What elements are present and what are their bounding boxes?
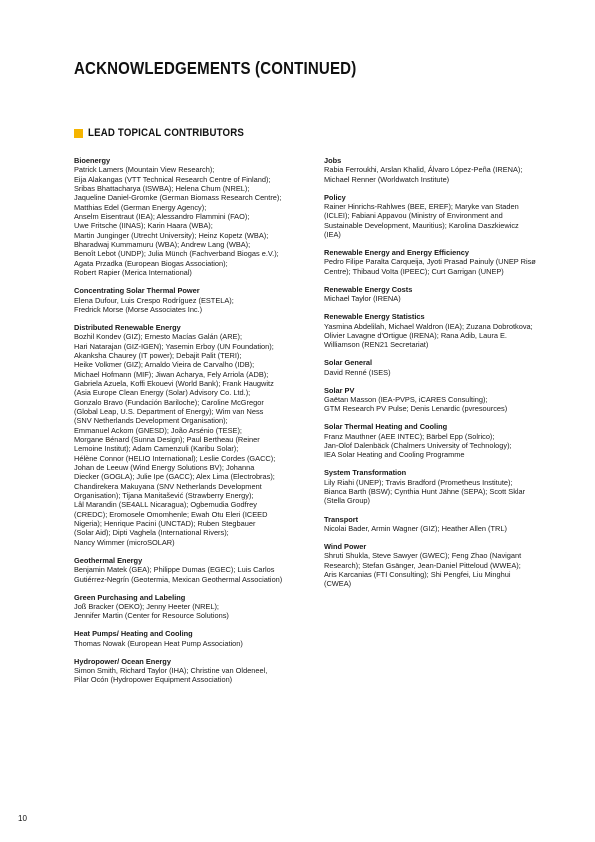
contributor-group [74,323,319,547]
group-title: Renewable Energy Statistics [324,312,425,322]
contributor-group [324,422,569,459]
group-title: Concentrating Solar Thermal Power [74,286,200,296]
contributor-group [74,593,319,621]
group-contributors: Thomas Nowak (European Heat Pump Association) [74,638,243,648]
group-title: System Transformation [324,468,407,478]
group-contributors: Benjamin Matek (GEA); Philippe Dumas (EGEC); Luis Carlos Gutiérrez-Negrín (Geotermia, Mexican Geothermal Association) [74,565,283,584]
contributor-group [324,386,569,414]
group-title: Hydropower/ Ocean Energy [74,656,171,666]
contributor-group [74,657,319,685]
group-contributors: Joß Bracker (OEKO); Jenny Heeter (NREL); Jennifer Martin (Center for Resource Solutions) [74,601,229,621]
contributor-group [324,285,569,304]
group-title: Solar Thermal Heating and Cooling [324,422,448,432]
group-title: Wind Power [324,541,367,551]
group-title: Renewable Energy and Energy Efficiency [324,248,469,258]
group-title: Jobs [324,156,342,165]
group-title: Green Purchasing and Labeling [74,592,186,602]
contributor-group [74,629,319,648]
group-contributors: Michael Taylor (IRENA) [324,294,401,304]
group-title: Policy [324,192,346,202]
contributor-group [74,556,319,584]
contributor-group [324,515,569,534]
page-number: 10 [18,814,27,823]
group-title: Solar General [324,358,373,368]
group-title: Bioenergy [74,156,111,165]
group-title: Distributed Renewable Energy [74,322,181,332]
section-title: LEAD TOPICAL CONTRIBUTORS [88,127,245,139]
group-title: Transport [324,514,359,524]
left-column [74,156,319,693]
page-title: ACKNOWLEDGEMENTS (CONTINUED) [74,58,357,78]
group-contributors: Gaëtan Masson (IEA-PVPS, iCARES Consulting); GTM Research PV Pulse; Denis Lenardic (pvresources) [324,395,508,414]
contributor-group [324,248,569,276]
contributor-group [324,156,569,184]
right-column [324,156,569,597]
group-contributors: Nicolai Bader, Armin Wagner (GIZ); Heather Allen (TRL) [324,523,507,533]
group-contributors: Yasmina Abdelilah, Michael Waldron (IEA); Zuzana Dobrotkova; Olivier Lavagne d'Ortigue (IRENA); Rana Adib, Laura E. Williamson (REN21 Secretariat) [324,321,533,350]
contributor-group [74,286,319,314]
contributor-group [74,156,319,277]
group-contributors: Bozhil Kondev (GIZ); Ernesto Macías Galán (ARE); Hari Natarajan (GIZ-IGEN); Yasemin Erboy (UN Foundation); Akanksha Chaurey (IT power); Debajit Palit (TERI); Heike Volkmer (GIZ); Arnaldo Vieira de Carvalho (IDB); Michael Hofmann (MIF); Jiwan Acharya, Fely Arriola (ADB); Gabriela Azuela, Koffi Ekouevi (World Bank); Frank Haugwitz (Asia Europe Clean Energy (Solar) Advisory Co. Ltd.); Gonzalo Bravo (Fundación Bariloche); Caroline McGregor (Global Leap, U.S. Department of Energy); Wim van Ness (SNV Netherlands Development Organisation); Emmanuel Ackom (GNESD); João Arsénio (TESE); Morgane Bénard (Sunna Design); Paul Bertheau (Reiner Lemoine Institut); Adam Camenzuli (Karibu Solar); Hélène Connor (HELIO International); Leslie Cordes (GACC); Johan de Leeuw (Wind Energy Solutions BV); Johanna Diecker (GOGLA); Julie Ipe (GACC); Alex Lima (Electrobras); Chandirekera Makuyana (SNV Netherlands Development Organisation); Tijana Manitašević (Strawberry Energy); Lâl Marandin (SE4ALL Nicaragua); Ogbemudia Godfrey (CREDC); Eromosele Omomhenle; Ewah Otu Eleri (ICEED Nigeria); Henrique Pacini (UNCTAD); Ruben Stegbauer (Solar Aid); Dipti Vaghela (International Rivers); Nancy Wimmer (microSOLAR) [74,332,276,547]
group-title: Renewable Energy Costs [324,284,413,294]
contributor-group [324,358,569,377]
contributor-group [324,468,569,505]
group-contributors: Patrick Lamers (Mountain View Research); Eija Alakangas (VTT Technical Research Centre of Finland); Sribas Bhattacharya (ISWBA); Helena Chum (NREL); Jaqueline Daniel-Gromke (German Biomass Research Centre); Matthias Edel (German Energy Agency); Anselm Eisentraut (IEA); Alessandro Flammini (FAO); Uwe Fritsche (IINAS); Karin Haara (WBA); Martin Junginger (Utrecht University); Heinz Kopetz (WBA); Bharadwaj Kummamuru (WBA); Andrew Lang (WBA); Benoît Lebot (UNDP); Julia Münch (Fachverband Biogas e.V.); Agata Przadka (European Biogas Association); Robert Rapier (Merica International) [74,165,282,278]
group-contributors: Simon Smith, Richard Taylor (IHA); Christine van Oldeneel, Pilar Ocón (Hydropower Equipment Association) [74,665,268,685]
group-title: Geothermal Energy [74,555,143,565]
group-contributors: Shruti Shukla, Steve Sawyer (GWEC); Feng Zhao (Navigant Research); Stefan Gsänger, Jean-Daniel Pitteloud (WWEA); Aris Karcanias (FTI Consulting); Shi Pengfei, Liu Minghui (CWEA) [324,551,522,589]
section-header [74,127,265,139]
contributor-group [324,312,569,349]
contributor-group [324,542,569,589]
group-contributors: Franz Mauthner (AEE INTEC); Bärbel Epp (Solrico); Jan-Olof Dalenbäck (Chalmers University of Technology); IEA Solar Heating and Cooling Programme [324,431,512,460]
group-title: Solar PV [324,385,355,395]
group-contributors: Pedro Filipe Paralta Carqueija, Jyoti Prasad Painuly (UNEP Risø Centre); Thibaud Voïta (IPEEC); Curt Garrigan (UNEP) [324,257,536,276]
yellow-square-icon [74,129,83,138]
group-contributors: Lily Riahi (UNEP); Travis Bradford (Prometheus Institute); Bianca Barth (BSW); Cynthia Hunt Jähne (SEPA); Scott Sklar (Stella Group) [324,477,526,506]
group-title: Heat Pumps/ Heating and Cooling [74,629,193,639]
group-contributors: Elena Dufour, Luis Crespo Rodríguez (ESTELA); Fredrick Morse (Morse Associates Inc.) [74,295,234,314]
contributor-group [324,193,569,240]
group-contributors: David Renné (ISES) [324,367,391,377]
group-contributors: Rabia Ferroukhi, Arslan Khalid, Álvaro López-Peña (IRENA); Michael Renner (Worldwatch Institute) [324,165,523,184]
group-contributors: Rainer Hinrichs-Rahlwes (BEE, EREF); Maryke van Staden (ICLEI); Fabiani Appavou (Ministry of Environment and Sustainable Development, Mauritius); Karolina Daszkiewicz (IEA) [324,202,519,240]
